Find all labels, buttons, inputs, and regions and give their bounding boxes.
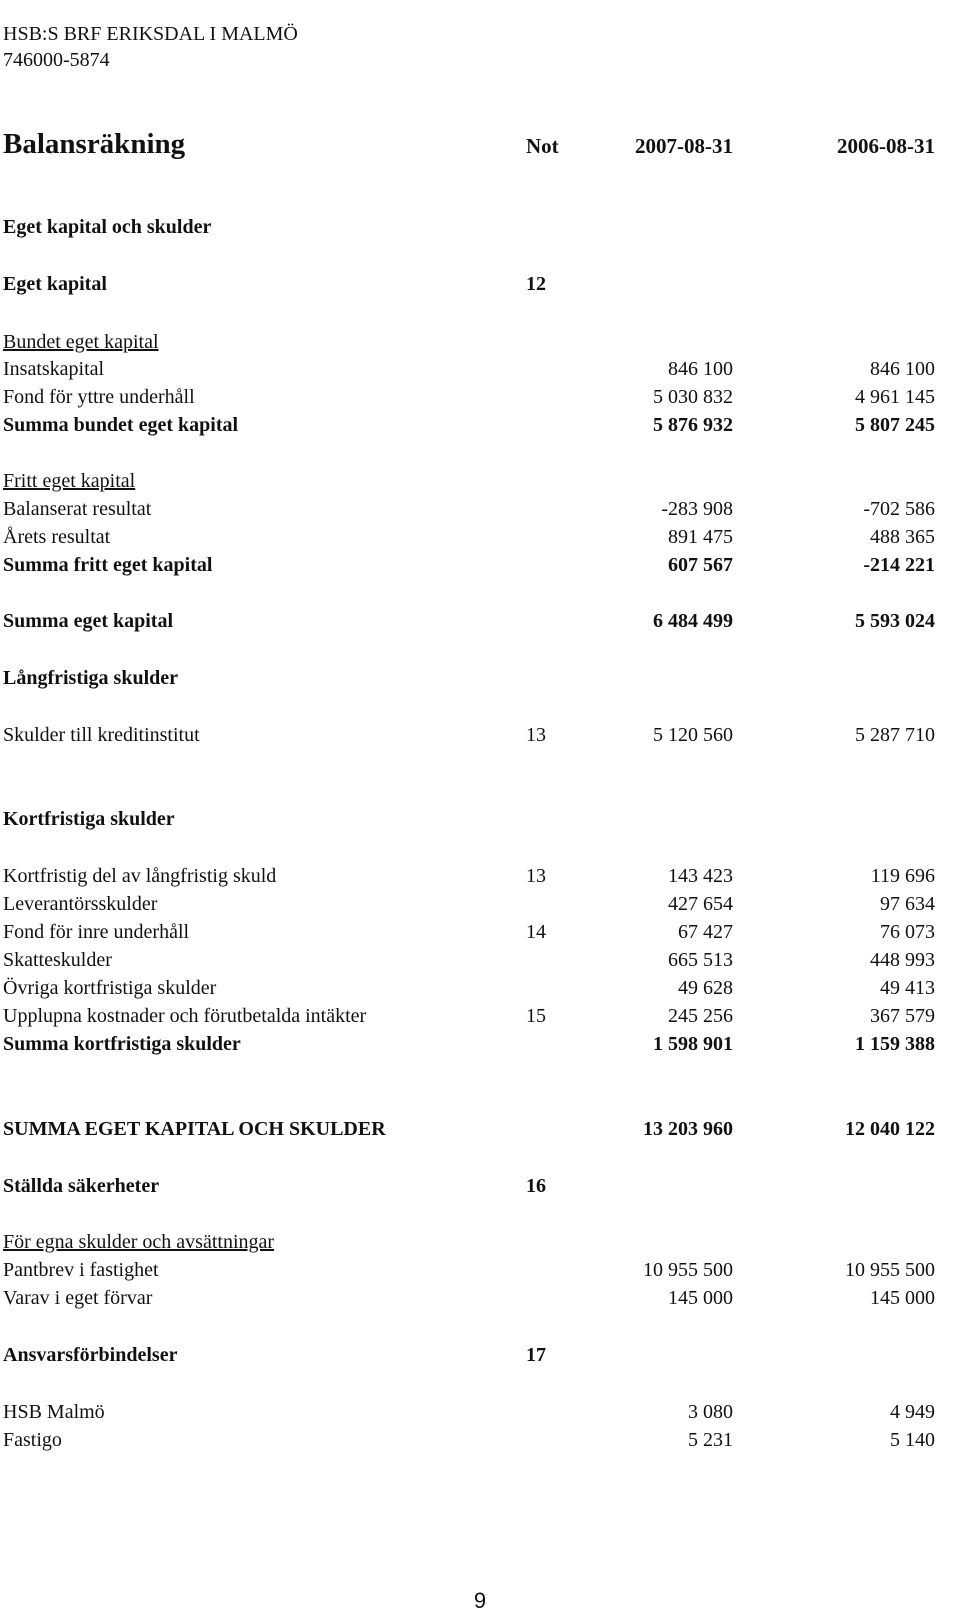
table-row bbox=[3, 412, 935, 438]
row-value-current: 607 567 bbox=[668, 554, 733, 576]
table-row bbox=[3, 1229, 935, 1255]
row-label: Insatskapital bbox=[3, 358, 105, 380]
row-value-previous: 145 000 bbox=[870, 1287, 935, 1309]
row-value-previous: 5 807 245 bbox=[855, 414, 935, 436]
row-note: 15 bbox=[526, 1005, 546, 1027]
table-row bbox=[3, 1116, 935, 1142]
page-title: Balansräkning bbox=[3, 128, 186, 160]
table-row bbox=[3, 329, 935, 355]
row-value-previous: 367 579 bbox=[870, 1005, 935, 1027]
row-label: Ställda säkerheter bbox=[3, 1175, 160, 1197]
row-label: Kortfristiga skulder bbox=[3, 808, 175, 830]
row-value-current: -283 908 bbox=[661, 498, 733, 520]
table-row bbox=[3, 496, 935, 522]
row-value-current: 846 100 bbox=[668, 358, 733, 380]
row-value-current: 10 955 500 bbox=[643, 1259, 733, 1281]
table-row bbox=[3, 468, 935, 494]
table-row bbox=[3, 1257, 935, 1283]
table-row bbox=[3, 356, 935, 382]
page-number: 9 bbox=[473, 1588, 487, 1613]
table-row bbox=[3, 1342, 935, 1368]
table-row bbox=[3, 891, 935, 917]
row-value-current: 143 423 bbox=[668, 865, 733, 887]
row-label: Eget kapital och skulder bbox=[3, 216, 212, 238]
row-label: Skulder till kreditinstitut bbox=[3, 724, 200, 746]
row-label: Kortfristig del av långfristig skuld bbox=[3, 865, 277, 887]
row-label: Fritt eget kapital bbox=[3, 470, 136, 492]
row-note: 14 bbox=[526, 921, 546, 943]
row-label: Pantbrev i fastighet bbox=[3, 1259, 159, 1281]
table-row bbox=[3, 384, 935, 410]
row-value-current: 67 427 bbox=[678, 921, 733, 943]
row-value-previous: 4 949 bbox=[890, 1401, 935, 1423]
column-header-current: 2007-08-31 bbox=[635, 134, 733, 158]
row-value-previous: 448 993 bbox=[870, 949, 935, 971]
row-value-previous: 12 040 122 bbox=[845, 1118, 935, 1140]
table-row bbox=[3, 806, 935, 832]
row-label: Övriga kortfristiga skulder bbox=[3, 977, 217, 999]
row-value-previous: -702 586 bbox=[863, 498, 935, 520]
row-label: Ansvarsförbindelser bbox=[3, 1344, 178, 1366]
row-value-previous: 76 073 bbox=[880, 921, 935, 943]
row-value-current: 891 475 bbox=[668, 526, 733, 548]
table-row bbox=[3, 214, 935, 240]
row-note: 13 bbox=[526, 865, 546, 887]
table-row bbox=[3, 524, 935, 550]
row-value-current: 5 030 832 bbox=[653, 386, 733, 408]
row-value-previous: 488 365 bbox=[870, 526, 935, 548]
table-row bbox=[3, 552, 935, 578]
row-value-previous: 5 140 bbox=[890, 1429, 935, 1451]
table-row bbox=[3, 1399, 935, 1425]
row-note: 13 bbox=[526, 724, 546, 746]
table-row bbox=[3, 863, 935, 889]
row-value-current: 13 203 960 bbox=[643, 1118, 733, 1140]
table-row bbox=[3, 1173, 935, 1199]
row-value-previous: 5 287 710 bbox=[855, 724, 935, 746]
row-value-previous: 49 413 bbox=[880, 977, 935, 999]
row-label: Fond för inre underhåll bbox=[3, 921, 190, 943]
row-value-previous: 97 634 bbox=[880, 893, 935, 915]
row-label: Långfristiga skulder bbox=[3, 667, 179, 689]
row-label: Eget kapital bbox=[3, 273, 107, 295]
row-label: Summa bundet eget kapital bbox=[3, 414, 239, 436]
table-row bbox=[3, 722, 935, 748]
row-value-previous: 846 100 bbox=[870, 358, 935, 380]
table-row bbox=[3, 271, 935, 297]
row-label: Årets resultat bbox=[3, 526, 111, 548]
row-label: Leverantörsskulder bbox=[3, 893, 158, 915]
row-value-previous: 5 593 024 bbox=[855, 610, 935, 632]
row-label: Upplupna kostnader och förutbetalda intäkter bbox=[3, 1005, 367, 1027]
column-header-note: Not bbox=[526, 134, 559, 158]
row-value-current: 665 513 bbox=[668, 949, 733, 971]
row-value-previous: 4 961 145 bbox=[855, 386, 935, 408]
column-header-previous: 2006-08-31 bbox=[837, 134, 935, 158]
row-value-current: 5 231 bbox=[688, 1429, 733, 1451]
row-value-current: 49 628 bbox=[678, 977, 733, 999]
row-value-current: 5 120 560 bbox=[653, 724, 733, 746]
table-row bbox=[3, 947, 935, 973]
table-row bbox=[3, 1003, 935, 1029]
table-row bbox=[3, 1285, 935, 1311]
row-value-current: 245 256 bbox=[668, 1005, 733, 1027]
table-row bbox=[3, 1427, 935, 1453]
row-label: Varav i eget förvar bbox=[3, 1287, 153, 1309]
row-value-current: 427 654 bbox=[668, 893, 733, 915]
table-row bbox=[3, 919, 935, 945]
row-value-previous: 10 955 500 bbox=[845, 1259, 935, 1281]
table-row bbox=[3, 1031, 935, 1057]
row-label: Balanserat resultat bbox=[3, 498, 152, 520]
table-row bbox=[3, 608, 935, 634]
table-row bbox=[3, 665, 935, 691]
row-label: HSB Malmö bbox=[3, 1401, 105, 1423]
row-value-current: 1 598 901 bbox=[653, 1033, 733, 1055]
row-label: Fond för yttre underhåll bbox=[3, 386, 195, 408]
row-value-current: 5 876 932 bbox=[653, 414, 733, 436]
row-value-current: 145 000 bbox=[668, 1287, 733, 1309]
row-note: 16 bbox=[526, 1175, 546, 1197]
table-header bbox=[3, 126, 935, 162]
row-value-current: 6 484 499 bbox=[653, 610, 733, 632]
table-row bbox=[3, 975, 935, 1001]
org-number: 746000-5874 bbox=[3, 49, 110, 71]
row-label: För egna skulder och avsättningar bbox=[3, 1231, 275, 1253]
row-label: Summa eget kapital bbox=[3, 610, 173, 632]
row-label: SUMMA EGET KAPITAL OCH SKULDER bbox=[3, 1118, 386, 1140]
org-name: HSB:S BRF ERIKSDAL I MALMÖ bbox=[3, 23, 298, 45]
row-label: Skatteskulder bbox=[3, 949, 112, 971]
row-note: 12 bbox=[526, 273, 546, 295]
row-label: Fastigo bbox=[3, 1429, 62, 1451]
row-value-previous: 1 159 388 bbox=[855, 1033, 935, 1055]
row-note: 17 bbox=[526, 1344, 546, 1366]
row-value-current: 3 080 bbox=[688, 1401, 733, 1423]
row-label: Bundet eget kapital bbox=[3, 331, 159, 353]
row-value-previous: -214 221 bbox=[863, 554, 935, 576]
row-label: Summa kortfristiga skulder bbox=[3, 1033, 241, 1055]
row-label: Summa fritt eget kapital bbox=[3, 554, 213, 576]
row-value-previous: 119 696 bbox=[870, 865, 935, 887]
